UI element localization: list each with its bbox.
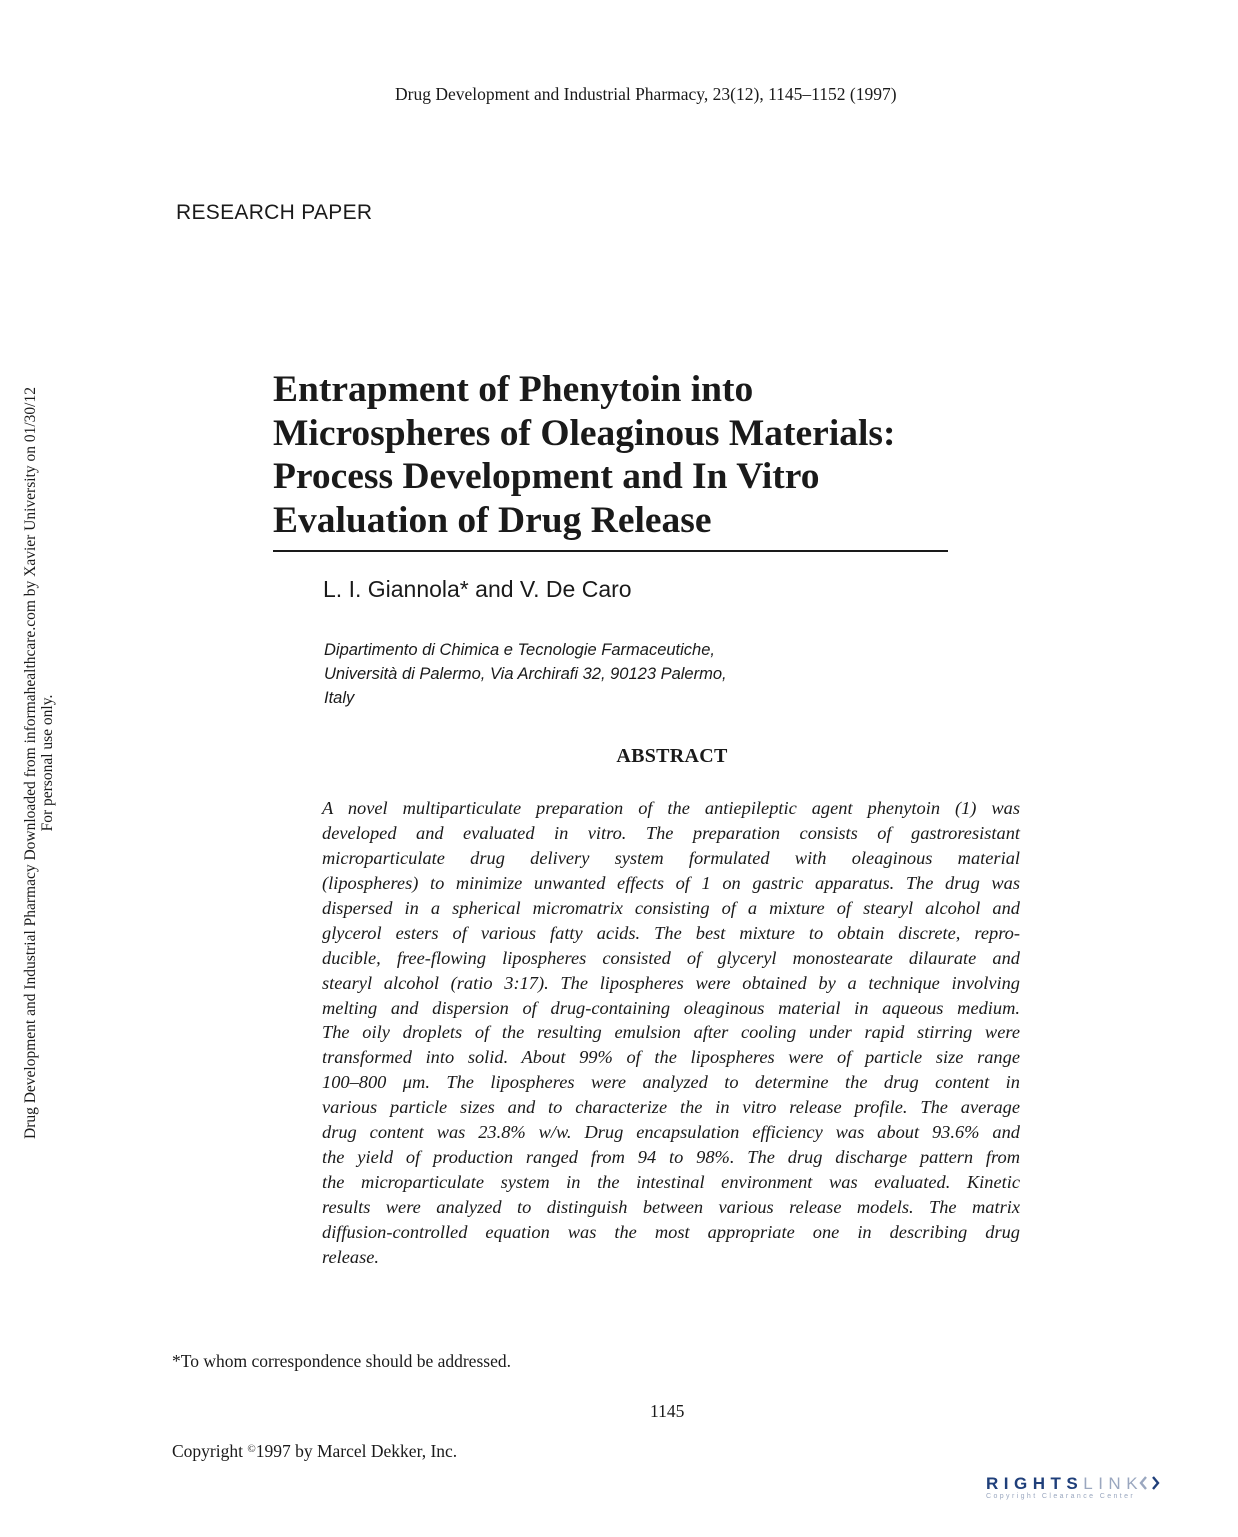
abstract-line: the microparticulate system in the intestinal environment was evaluated. Kinetic (322, 1172, 1020, 1193)
abstract-line: ducible, free-flowing lipospheres consisted of glyceryl monostearate dilaurate and (322, 947, 1020, 968)
abstract-line: A novel multiparticulate preparation of the antiepileptic agent phenytoin (1) was (322, 798, 1020, 818)
abstract-line: the yield of production ranged from 94 to 98%. The drug discharge pattern from (322, 1147, 1020, 1168)
title-divider (273, 550, 948, 552)
rightslink-word-rights: RIGHTS (986, 1474, 1084, 1493)
rightslink-wordmark (986, 1474, 1226, 1494)
watermark-line-2: For personal use only. (39, 694, 56, 832)
abstract-line: drug content was 23.8% w/w. Drug encapsulation efficiency was about 93.6% and (322, 1122, 1020, 1143)
affiliation-line: Dipartimento di Chimica e Tecnologie Farmaceutiche, (324, 641, 715, 659)
abstract-line: release. (322, 1246, 380, 1267)
section-label: RESEARCH PAPER (176, 201, 373, 224)
abstract-body (322, 796, 1020, 1270)
affiliation-line: Università di Palermo, Via Archirafi 32, 90123 Palermo, (324, 665, 727, 683)
abstract-line: stearyl alcohol (ratio 3:17). The lipospheres were obtained by a technique involving (322, 972, 1020, 993)
page-number: 1145 (650, 1401, 685, 1421)
abstract-line: glycerol esters of various fatty acids. The best mixture to obtain discrete, repro- (322, 922, 1020, 943)
rightslink-word-link: LINK (1083, 1474, 1144, 1493)
title-line: Evaluation of Drug Release (273, 499, 712, 541)
abstract-line: results were analyzed to distinguish between various release models. The matrix (322, 1197, 1020, 1217)
abstract-line: dispersed in a spherical micromatrix consisting of a mixture of stearyl alcohol and (322, 897, 1020, 918)
abstract-line: diffusion-controlled equation was the most appropriate one in describing drug (322, 1221, 1020, 1242)
journal-header: Drug Development and Industrial Pharmacy, 23(12), 1145–1152 (1997) (395, 84, 897, 104)
abstract-line: transformed into solid. About 99% of the lipospheres were of particle size range (322, 1047, 1020, 1068)
abstract-line: microparticulate drug delivery system formulated with oleaginous material (322, 847, 1020, 868)
title-line: Microspheres of Oleaginous Materials: (273, 412, 896, 454)
abstract-line: various particle sizes and to characterize the in vitro release profile. The average (322, 1097, 1020, 1118)
rightslink-logo[interactable] (986, 1474, 1226, 1514)
copyright-notice (172, 1441, 457, 1462)
copyright-prefix: Copyright (172, 1441, 243, 1461)
copyright-symbol: © (247, 1443, 256, 1455)
abstract-line: 100–800 μm. The lipospheres were analyzed to determine the drug content in (322, 1072, 1020, 1093)
abstract-line: (lipospheres) to minimize unwanted effects of 1 on gastric apparatus. The drug was (322, 872, 1020, 893)
affiliation (324, 638, 727, 710)
abstract-line: melting and dispersion of drug-containing oleaginous material in aqueous medium. (322, 997, 1020, 1018)
article-title (273, 368, 973, 542)
abstract-heading: ABSTRACT (616, 745, 728, 767)
abstract-line: developed and evaluated in vitro. The preparation consists of gastroresistant (322, 822, 1020, 843)
watermark-line-1: Drug Development and Industrial Pharmacy Downloaded from informahealthcare.com by Xavier University on 01/30/12 (22, 387, 39, 1139)
title-line: Entrapment of Phenytoin into (273, 369, 754, 410)
authors: L. I. Giannola* and V. De Caro (323, 576, 632, 602)
affiliation-line: Italy (324, 689, 355, 707)
rightslink-arrow-icon (1139, 1475, 1161, 1491)
title-line: Process Development and In Vitro (273, 456, 820, 497)
correspondence-footnote: *To whom correspondence should be addressed. (172, 1351, 511, 1371)
rightslink-subtitle: Copyright Clearance Center (986, 1493, 1136, 1500)
abstract-line: The oily droplets of the resulting emulsion after cooling under rapid stirring were (322, 1022, 1020, 1043)
copyright-text: 1997 by Marcel Dekker, Inc. (255, 1441, 458, 1461)
